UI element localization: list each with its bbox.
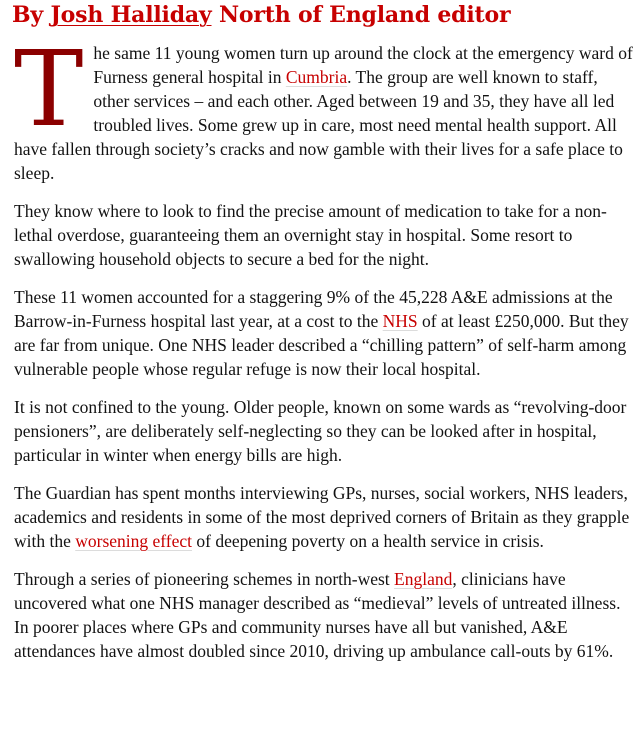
paragraph-1-text-a: he same 11 young women turn up around the clock at the emergency ward of Furness general hospital in (93, 43, 633, 87)
link-england[interactable]: England (394, 569, 453, 589)
paragraph-6-text-b: , clinicians have uncovered what one NHS manager described as “medieval” levels of untreated illness. In poorer places where GPs and community nurses have all but vanished, A&E attendances have almost doubled since 2010, driving up ambulance call-outs by 61%. (14, 569, 621, 661)
byline-prefix: By (12, 2, 43, 28)
paragraph-3-text-b: of at least £250,000. But they are far from unique. One NHS leader described a “chilling pattern” of self-harm among vulnerable people whose regular refuge is now their local hospital. (14, 311, 629, 379)
paragraph-6-text-a: Through a series of pioneering schemes in north-west (14, 569, 395, 589)
paragraph-5 (14, 481, 634, 553)
article-body (14, 28, 634, 677)
paragraph-1 (14, 28, 634, 185)
paragraph-6 (14, 567, 634, 663)
link-cumbria[interactable]: Cumbria (285, 67, 348, 87)
paragraph-5-text-b: of deepening poverty on a health service in crisis. (192, 531, 544, 551)
paragraph-4: It is not confined to the young. Older people, known on some wards as “revolving-door pensioners”, are deliberately self-neglecting so they can be looked after in hospital, particular in winter when energy bills are high. (14, 397, 627, 465)
link-worsening-effect[interactable]: worsening effect (75, 531, 193, 551)
byline (12, 0, 510, 30)
drop-cap: T (14, 28, 84, 150)
link-nhs[interactable]: NHS (382, 311, 418, 331)
paragraph-3 (14, 285, 634, 381)
paragraph-5-text-a: The Guardian has spent months interviewing GPs, nurses, social workers, NHS leaders, academics and residents in some of the most deprived corners of Britain as they grapple with the (14, 483, 630, 551)
paragraph-1-text-b: . The group are well known to staff, other services – and each other. Aged between 19 and 35, they have all led troubled lives. Some grew up in care, most need mental health support. All have fallen through society’s cracks and now gamble with their lives for a safe place to sleep. (14, 67, 623, 183)
author-role: North of England editor (218, 2, 511, 28)
author-link[interactable]: Josh Halliday (50, 2, 212, 28)
paragraph-2: They know where to look to find the precise amount of medication to take for a non-lethal overdose, guaranteeing them an overnight stay in hospital. Some resort to swallowing household objects to secure a bed for the night. (14, 201, 607, 269)
paragraph-3-text-a: These 11 women accounted for a staggering 9% of the 45,228 A&E admissions at the Barrow-in-Furness hospital last year, at a cost to the (14, 287, 613, 331)
